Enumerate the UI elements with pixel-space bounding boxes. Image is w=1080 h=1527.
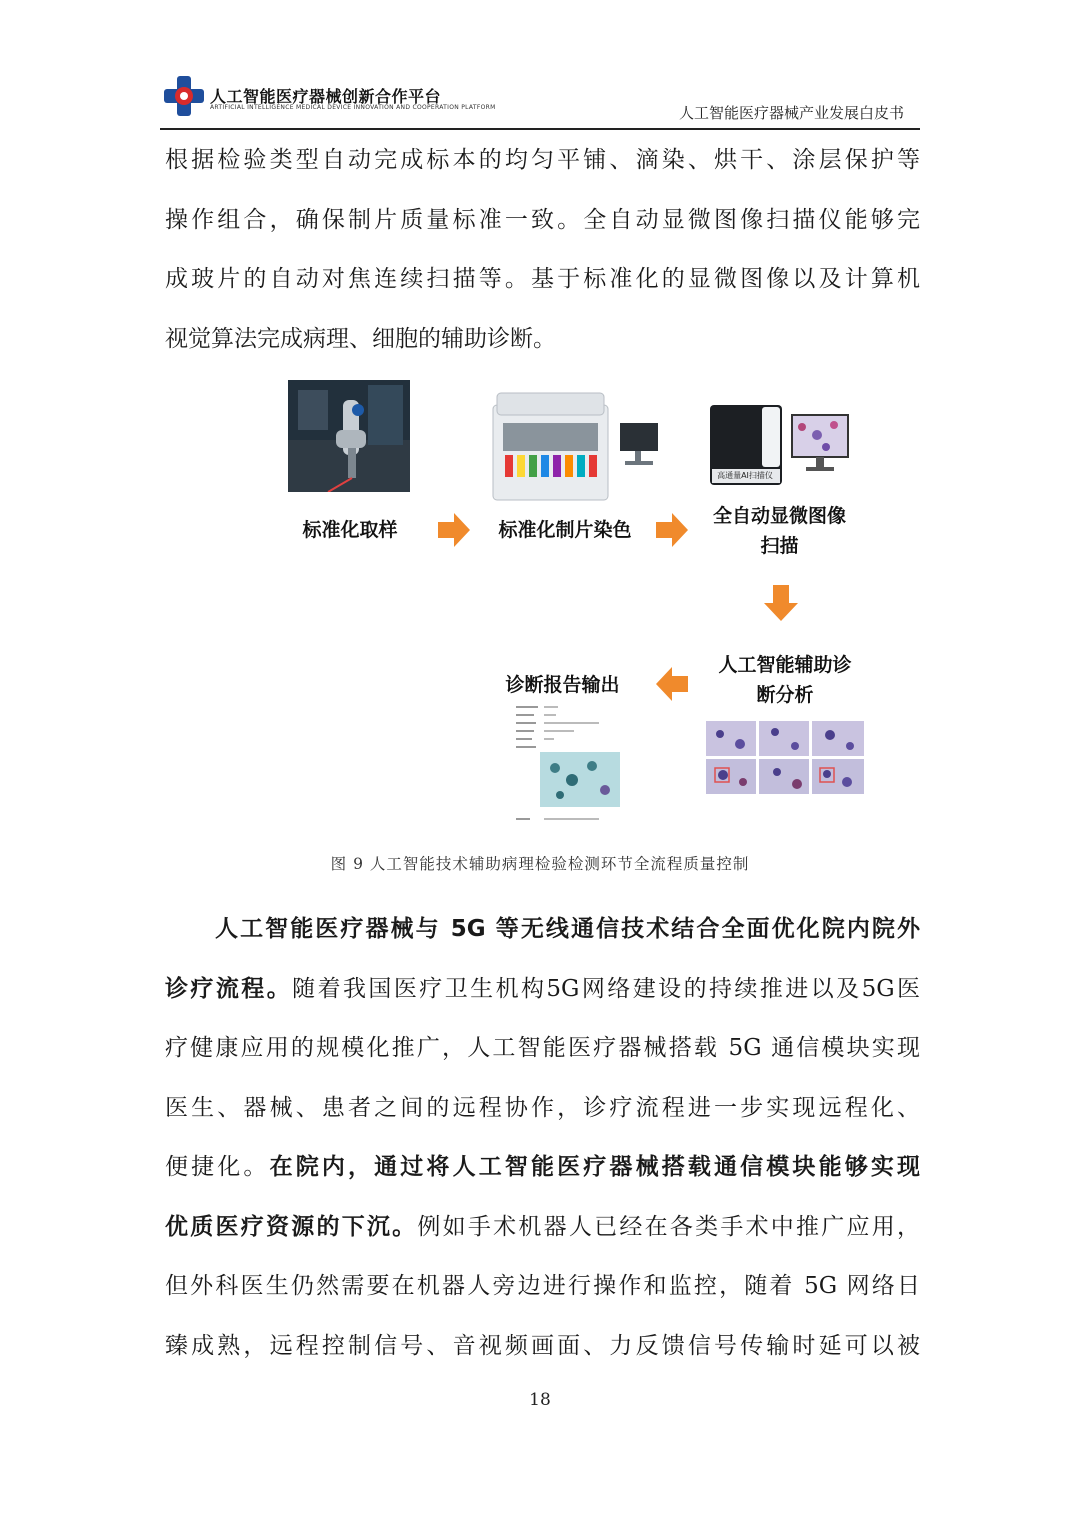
page-header <box>160 66 920 130</box>
text-line: 操作组合，确保制片质量标准一致。全自动显微图像扫描仪能够完 <box>165 206 920 233</box>
stage-label-staining: 标准化制片染色 <box>498 519 632 541</box>
figure-caption: 图 9 人工智能技术辅助病理检验检测环节全流程质量控制 <box>330 855 750 873</box>
body-paragraph <box>165 900 920 1376</box>
arrow-left-icon <box>656 667 688 701</box>
arrow-down-icon <box>764 585 798 621</box>
text-line: 诊疗流程。随着我国医疗卫生机构5G网络建设的持续推进以及5G医 <box>165 975 920 1002</box>
org-name-en: ARTIFICIAL INTELLIGENCE MEDICAL DEVICE INNOVATION AND COOPERATION PLATFORM <box>210 104 496 111</box>
text-line: 臻成熟，远程控制信号、音视频画面、力反馈信号传输时延可以被 <box>165 1332 920 1359</box>
scanner-label: 高通量AI扫描仪 <box>717 471 773 480</box>
text-line: 成玻片的自动对焦连续扫描等。基于标准化的显微图像以及计算机 <box>165 266 920 292</box>
page-number: 18 <box>529 1390 551 1410</box>
stage-label-report: 诊断报告输出 <box>505 674 620 696</box>
stage-label-ai-analysis: 人工智能辅助诊 断分析 <box>718 654 852 706</box>
text-line: 视觉算法完成病理、细胞的辅助诊断。 <box>165 325 556 352</box>
staining-machine-image <box>485 385 665 505</box>
text-line: 便捷化。在院内，通过将人工智能医疗器械搭载通信模块能够实现 <box>165 1154 921 1180</box>
arrow-right-icon <box>438 513 470 547</box>
workflow-figure <box>280 375 880 845</box>
text-line: 疗健康应用的规模化推广，人工智能医疗器械搭载 5G 通信模块实现 <box>165 1035 920 1061</box>
intro-paragraph <box>165 131 920 369</box>
diagnosis-report-image <box>510 700 635 830</box>
sampling-robot-image <box>288 380 410 492</box>
text-line: 根据检验类型自动完成标本的均匀平铺、滴染、烘干、涂层保护等 <box>165 147 920 173</box>
org-name-cn: 人工智能医疗器械创新合作平台 <box>210 87 442 106</box>
scanner-image <box>702 395 852 495</box>
cell-analysis-image <box>705 720 865 795</box>
stage-label-scanning: 全自动显微图像 扫描 <box>712 505 846 557</box>
arrow-right-icon <box>656 513 688 547</box>
text-line: 但外科医生仍然需要在机器人旁边进行操作和监控，随着 5G 网络日 <box>165 1273 920 1299</box>
doc-title: 人工智能医疗器械产业发展白皮书 <box>678 104 904 122</box>
text-line: 优质医疗资源的下沉。例如手术机器人已经在各类手术中推广应用， <box>165 1213 921 1240</box>
text-line-bold: 人工智能医疗器械与 5G 等无线通信技术结合全面优化院内院外 <box>215 916 920 942</box>
text-line: 医生、器械、患者之间的远程协作，诊疗流程进一步实现远程化、 <box>165 1094 920 1121</box>
cross-logo-icon <box>162 74 206 118</box>
stage-label-sampling: 标准化取样 <box>302 519 398 541</box>
